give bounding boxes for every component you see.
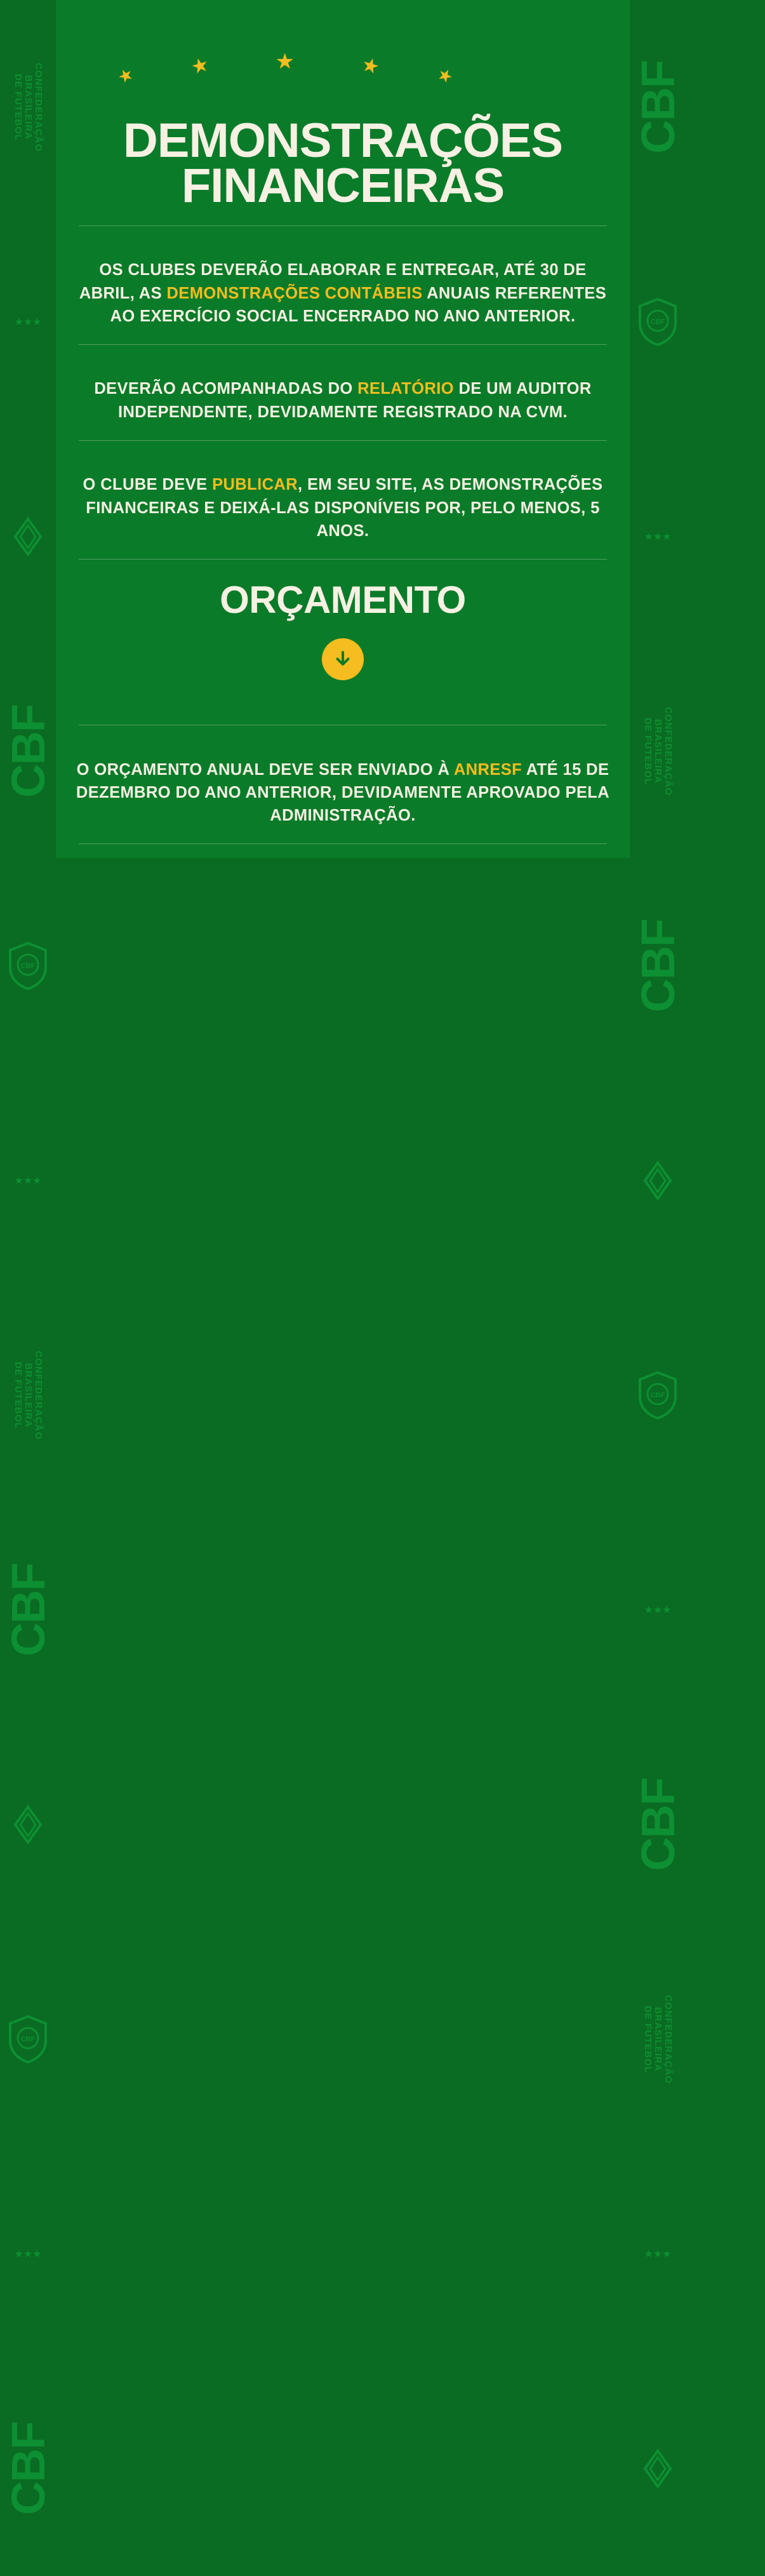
strip-stars: ★★★ [14, 317, 42, 328]
strip-stars: ★★★ [14, 1176, 42, 1186]
strip-cbf-logo: CBF [1, 704, 55, 798]
page-title [72, 114, 613, 213]
highlighted-text: ANRESF [453, 760, 522, 779]
paragraph-prazo-entrega [72, 242, 613, 328]
paragraph-publicacao [72, 457, 613, 542]
body-text: ANUAIS REFERENTES AO EXERCÍCIO SOCIAL ENCERRADO NO ANO ANTERIOR. [110, 284, 607, 325]
strip-cbf-logo: CBF [1, 2422, 55, 2516]
cbf-crest-icon [0, 1932, 56, 2147]
divider [79, 344, 607, 345]
body-text: ATÉ 15 DE DEZEMBRO DO ANO ANTERIOR, DEVIDAMENTE APROVADO PELA ADMINISTRAÇÃO. [76, 760, 610, 824]
strip-stars: ★★★ [14, 2249, 42, 2260]
right-strip-pattern [630, 0, 686, 2260]
body-text: O CLUBE DEVE [83, 476, 213, 494]
left-strip-pattern [0, 0, 56, 2516]
stars-arc [72, 46, 613, 116]
strip-cbf-logo: CBF [1, 1563, 55, 1657]
paragraph-auditor [72, 361, 613, 423]
svg-text:CBF: CBF [650, 1392, 665, 1399]
arrow-down-icon [322, 638, 364, 680]
divider [79, 225, 607, 226]
strip-stars: ★★★ [644, 532, 672, 542]
paragraph-orcamento [72, 742, 613, 828]
strip-cbf-logo: CBF [631, 1778, 684, 1872]
star-icon: ★ [114, 64, 138, 88]
body-text: O ORÇAMENTO ANUAL DEVE SER ENVIADO À [76, 760, 454, 779]
section-title-orcamento: ORÇAMENTO [220, 579, 466, 621]
page-title-line-1: DEMONSTRAÇÕES [123, 114, 563, 168]
divider [79, 843, 607, 844]
svg-text:CBF: CBF [650, 318, 665, 326]
arrow-down-badge [72, 638, 613, 680]
strip-stars: ★★★ [644, 1605, 672, 1616]
star-icon: ★ [189, 52, 212, 79]
divider [79, 440, 607, 441]
body-text: DE UM AUDITOR INDEPENDENTE, DEVIDAMENTE REGISTRADO NA CVM. [117, 380, 592, 421]
strip-brand-text: CONFEDERAÇÃO BRASILEIRA DE FUTEBOL [13, 62, 44, 152]
strip-brand-text: CONFEDERAÇÃO BRASILEIRA DE FUTEBOL [642, 706, 674, 796]
strip-brand-text: CONFEDERAÇÃO BRASILEIRA DE FUTEBOL [13, 1350, 44, 1440]
diamond-icon [630, 2361, 686, 2576]
page-title-line-2: FINANCEIRAS [181, 159, 505, 213]
star-icon: ★ [434, 64, 457, 88]
highlighted-text: RELATÓRIO [357, 380, 454, 398]
cbf-crest-icon [630, 1288, 686, 1503]
divider [79, 559, 607, 560]
spacer [72, 680, 613, 708]
strip-brand-text: CONFEDERAÇÃO BRASILEIRA DE FUTEBOL [642, 1994, 674, 2084]
body-text: OS CLUBES DEVERÃO ELABORAR E ENTREGAR, ATÉ 30 DE ABRIL, AS [79, 261, 587, 302]
poster-content [56, 0, 630, 858]
body-text: DEVERÃO ACOMPANHADAS DO [94, 380, 358, 398]
svg-text:CBF: CBF [20, 2036, 36, 2043]
highlighted-text: DEMONSTRAÇÕES CONTÁBEIS [166, 284, 423, 302]
strip-stars: ★★★ [644, 2249, 672, 2260]
star-icon: ★ [275, 50, 295, 74]
star-icon: ★ [359, 52, 382, 79]
highlighted-text: PUBLICAR [212, 476, 298, 494]
diamond-icon [0, 1717, 56, 1932]
diamond-icon [630, 1073, 686, 1288]
cbf-crest-icon [0, 859, 56, 1073]
svg-text:CBF: CBF [20, 962, 36, 970]
strip-cbf-logo: CBF [631, 919, 684, 1013]
cbf-crest-icon [630, 215, 686, 429]
strip-cbf-logo: CBF [631, 60, 684, 154]
diamond-icon [0, 429, 56, 644]
body-text: , EM SEU SITE, AS DEMONSTRAÇÕES FINANCEIRAS E DEIXÁ-LAS DISPONÍVEIS POR, PELO MENOS, 5 ANOS. [86, 476, 603, 540]
left-decorative-strip [0, 0, 56, 2516]
right-decorative-strip [630, 0, 686, 2260]
